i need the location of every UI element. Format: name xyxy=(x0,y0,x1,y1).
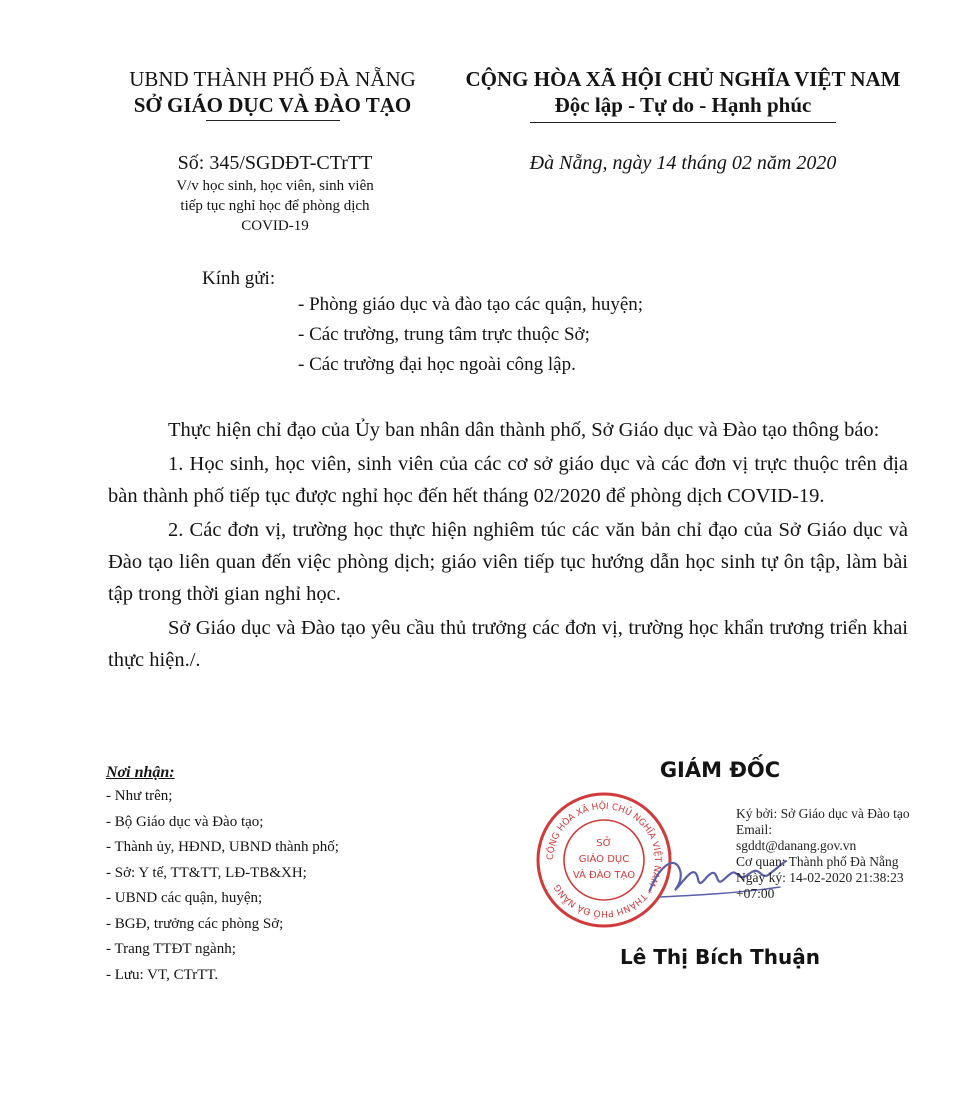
body-paragraph-intro: Thực hiện chỉ đạo của Ủy ban nhân dân thành phố, Sở Giáo dục và Đào tạo thông báo: xyxy=(168,419,880,441)
noi-nhan xyxy=(106,762,446,988)
recipient-item: - Các trường đại học ngoài công lập. xyxy=(298,354,576,375)
doc-meta xyxy=(110,150,440,236)
national-header xyxy=(452,66,914,118)
agency-header xyxy=(100,66,445,118)
signed-by: Ký bởi: Sở Giáo dục và Đào tạo xyxy=(736,806,910,821)
agency-underline xyxy=(206,120,340,121)
body-paragraph-2: 2. Các đơn vị, trường học thực hiện nghiêm túc các văn bản chỉ đạo của Sở Giáo dục và Đào tạo liên quan đến việc phòng dịch; giáo viên tiếp tục hướng dẫn học sinh tự ôn tập, làm bài tập trong thời gian nghỉ học. xyxy=(108,519,908,605)
body-paragraph-closing: Sở Giáo dục và Đào tạo yêu cầu thủ trưởng các đơn vị, trường học khẩn trương triển khai thực hiện./. xyxy=(108,617,908,671)
noi-nhan-list xyxy=(106,784,446,988)
body-paragraph-1: 1. Học sinh, học viên, sinh viên của các cơ sở giáo dục và các đơn vị trực thuộc trên địa bàn thành phố tiếp tục được nghỉ học đến hết tháng 02/2020 để phòng dịch COVID-19. xyxy=(108,453,908,507)
signer-title: GIÁM ĐỐC xyxy=(659,758,781,782)
noi-nhan-item: - BGĐ, trưởng các phòng Sở; xyxy=(106,915,284,932)
seal-center-line-2: GIÁO DỤC xyxy=(578,854,630,865)
recipient-item: - Phòng giáo dục và đào tạo các quận, huyện; xyxy=(298,294,644,315)
noi-nhan-item: - Lưu: VT, CTrTT. xyxy=(106,966,219,983)
motto-underline xyxy=(530,122,836,123)
agency-parent: UBND THÀNH PHỐ ĐÀ NẴNG xyxy=(129,67,416,91)
seal-center-line-3: VÀ ĐÀO TẠO xyxy=(572,870,636,881)
agency-name: SỞ GIÁO DỤC VÀ ĐÀO TẠO xyxy=(133,93,412,117)
noi-nhan-item: - Trang TTĐT ngành; xyxy=(106,941,236,957)
seal-ring-text: CỘNG HÒA XÃ HỘI CHỦ NGHĨA VIỆT NAM * THÀNH PHỐ ĐÀ NẴNG xyxy=(545,801,663,919)
recipients-list xyxy=(298,290,858,380)
digital-signature-info xyxy=(736,806,926,902)
document-body xyxy=(108,414,908,678)
subject-line-3: COVID-19 xyxy=(241,218,309,234)
subject-line-1: V/v học sinh, học viên, sinh viên xyxy=(176,178,374,194)
doc-number: Số: 345/SGDĐT-CTrTT xyxy=(177,152,373,174)
recipient-item: - Các trường, trung tâm trực thuộc Sở; xyxy=(298,324,590,345)
noi-nhan-item: - Sở: Y tế, TT&TT, LĐ-TB&XH; xyxy=(106,864,307,881)
seal-center-line-1: SỞ xyxy=(596,838,612,849)
noi-nhan-title: Nơi nhận: xyxy=(106,764,175,781)
email-label: Email: xyxy=(736,822,772,837)
noi-nhan-item: - UBND các quận, huyện; xyxy=(106,890,263,906)
noi-nhan-item: - Như trên; xyxy=(106,788,173,804)
national-title: CỘNG HÒA XÃ HỘI CHỦ NGHĨA VIỆT NAM xyxy=(465,67,901,91)
signer-name: Lê Thị Bích Thuận xyxy=(620,945,820,969)
subject-line-2: tiếp tục nghỉ học để phòng dịch xyxy=(180,198,370,214)
noi-nhan-item: - Bộ Giáo dục và Đào tạo; xyxy=(106,813,264,830)
national-motto: Độc lập - Tự do - Hạnh phúc xyxy=(554,93,812,117)
noi-nhan-item: - Thành ủy, HĐND, UBND thành phố; xyxy=(106,839,339,855)
signing-org: Cơ quan: Thành phố Đà Nẵng xyxy=(736,854,899,869)
signing-date: Ngày ký: 14-02-2020 21:38:23 +07:00 xyxy=(736,870,904,901)
email-value: sgddt@danang.gov.vn xyxy=(736,838,857,853)
doc-date: Đà Nẵng, ngày 14 tháng 02 năm 2020 xyxy=(529,152,837,174)
recipients-label: Kính gửi: xyxy=(202,268,276,289)
